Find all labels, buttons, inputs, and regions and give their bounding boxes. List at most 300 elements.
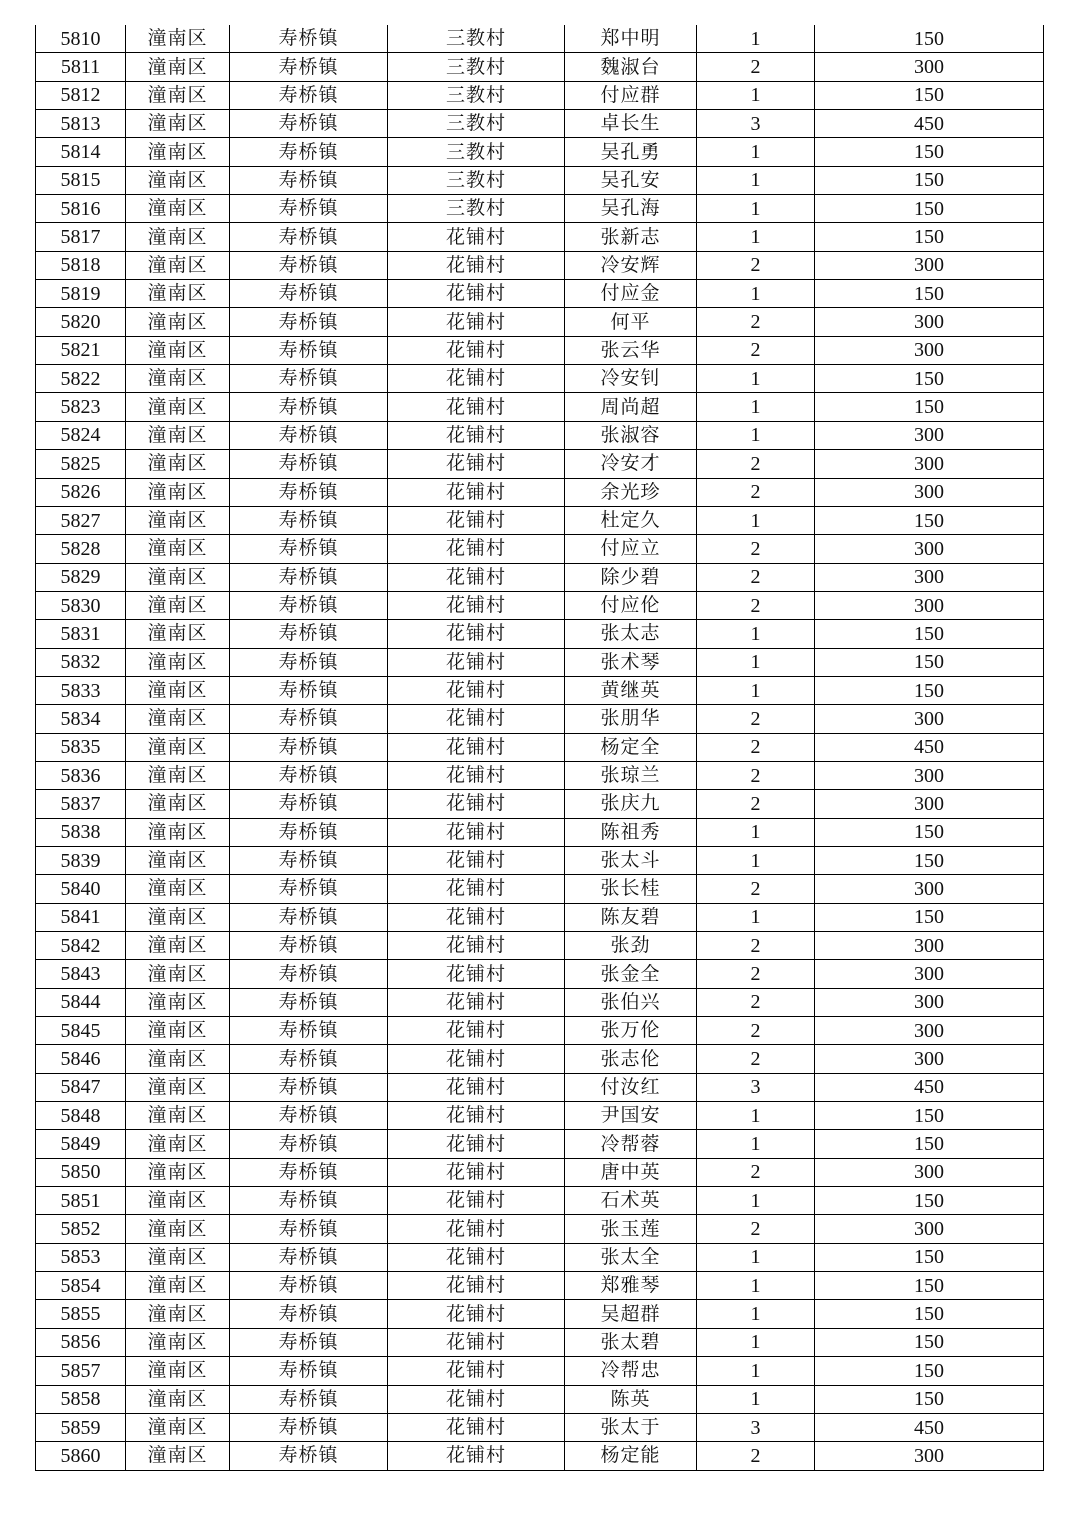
village-cell: 花铺村 — [388, 393, 565, 421]
district-cell: 潼南区 — [126, 535, 230, 563]
village-cell: 花铺村 — [388, 280, 565, 308]
row-number-cell: 5815 — [36, 166, 126, 194]
name-cell: 吴孔安 — [565, 166, 697, 194]
town-cell: 寿桥镇 — [230, 1357, 388, 1385]
district-cell: 潼南区 — [126, 1102, 230, 1130]
people-count-cell: 1 — [697, 365, 815, 393]
people-count-cell: 1 — [697, 223, 815, 251]
row-number-cell: 5822 — [36, 365, 126, 393]
row-number-cell: 5859 — [36, 1413, 126, 1441]
row-number-cell: 5821 — [36, 336, 126, 364]
table-row — [36, 1413, 1044, 1441]
village-cell: 花铺村 — [388, 450, 565, 478]
district-cell: 潼南区 — [126, 676, 230, 704]
amount-cell: 150 — [815, 1102, 1044, 1130]
district-cell: 潼南区 — [126, 110, 230, 138]
town-cell: 寿桥镇 — [230, 336, 388, 364]
amount-cell: 150 — [815, 1328, 1044, 1356]
name-cell: 尹国安 — [565, 1102, 697, 1130]
town-cell: 寿桥镇 — [230, 846, 388, 874]
table-row — [36, 563, 1044, 591]
people-count-cell: 1 — [697, 676, 815, 704]
amount-cell: 150 — [815, 1243, 1044, 1271]
town-cell: 寿桥镇 — [230, 761, 388, 789]
name-cell: 余光珍 — [565, 478, 697, 506]
name-cell: 付应群 — [565, 81, 697, 109]
name-cell: 张长桂 — [565, 875, 697, 903]
district-cell: 潼南区 — [126, 1300, 230, 1328]
village-cell: 花铺村 — [388, 648, 565, 676]
people-count-cell: 3 — [697, 1073, 815, 1101]
row-number-cell: 5837 — [36, 790, 126, 818]
district-cell: 潼南区 — [126, 1328, 230, 1356]
village-cell: 花铺村 — [388, 676, 565, 704]
table-row — [36, 223, 1044, 251]
district-cell: 潼南区 — [126, 280, 230, 308]
name-cell: 石术英 — [565, 1187, 697, 1215]
village-cell: 三教村 — [388, 138, 565, 166]
people-count-cell: 2 — [697, 563, 815, 591]
amount-cell: 150 — [815, 1187, 1044, 1215]
amount-cell: 150 — [815, 676, 1044, 704]
row-number-cell: 5842 — [36, 932, 126, 960]
table-row — [36, 761, 1044, 789]
people-count-cell: 1 — [697, 81, 815, 109]
town-cell: 寿桥镇 — [230, 365, 388, 393]
district-cell: 潼南区 — [126, 478, 230, 506]
table-row — [36, 1442, 1044, 1470]
village-cell: 花铺村 — [388, 1385, 565, 1413]
people-count-cell: 2 — [697, 960, 815, 988]
name-cell: 陈英 — [565, 1385, 697, 1413]
district-cell: 潼南区 — [126, 1017, 230, 1045]
table-row — [36, 280, 1044, 308]
town-cell: 寿桥镇 — [230, 563, 388, 591]
people-count-cell: 1 — [697, 1243, 815, 1271]
row-number-cell: 5851 — [36, 1187, 126, 1215]
district-cell: 潼南区 — [126, 648, 230, 676]
town-cell: 寿桥镇 — [230, 393, 388, 421]
row-number-cell: 5828 — [36, 535, 126, 563]
table-row — [36, 960, 1044, 988]
table-row — [36, 1385, 1044, 1413]
amount-cell: 300 — [815, 761, 1044, 789]
table-row — [36, 818, 1044, 846]
people-count-cell: 2 — [697, 1442, 815, 1470]
row-number-cell: 5836 — [36, 761, 126, 789]
district-cell: 潼南区 — [126, 1158, 230, 1186]
people-count-cell: 1 — [697, 1385, 815, 1413]
town-cell: 寿桥镇 — [230, 1442, 388, 1470]
amount-cell: 300 — [815, 1017, 1044, 1045]
amount-cell: 300 — [815, 932, 1044, 960]
district-cell: 潼南区 — [126, 733, 230, 761]
village-cell: 花铺村 — [388, 1413, 565, 1441]
people-count-cell: 1 — [697, 648, 815, 676]
amount-cell: 300 — [815, 478, 1044, 506]
village-cell: 花铺村 — [388, 336, 565, 364]
table-row — [36, 1158, 1044, 1186]
district-cell: 潼南区 — [126, 960, 230, 988]
district-cell: 潼南区 — [126, 1385, 230, 1413]
people-count-cell: 1 — [697, 421, 815, 449]
row-number-cell: 5853 — [36, 1243, 126, 1271]
amount-cell: 150 — [815, 506, 1044, 534]
people-count-cell: 2 — [697, 1215, 815, 1243]
table-row — [36, 1272, 1044, 1300]
table-row — [36, 1017, 1044, 1045]
name-cell: 黄继英 — [565, 676, 697, 704]
people-count-cell: 2 — [697, 535, 815, 563]
name-cell: 冷安钊 — [565, 365, 697, 393]
name-cell: 张太碧 — [565, 1328, 697, 1356]
village-cell: 花铺村 — [388, 988, 565, 1016]
table-row — [36, 846, 1044, 874]
table-row — [36, 1328, 1044, 1356]
name-cell: 何平 — [565, 308, 697, 336]
district-cell: 潼南区 — [126, 988, 230, 1016]
row-number-cell: 5813 — [36, 110, 126, 138]
people-count-cell: 1 — [697, 818, 815, 846]
town-cell: 寿桥镇 — [230, 1073, 388, 1101]
village-cell: 花铺村 — [388, 1017, 565, 1045]
amount-cell: 300 — [815, 336, 1044, 364]
table-row — [36, 450, 1044, 478]
amount-cell: 300 — [815, 450, 1044, 478]
town-cell: 寿桥镇 — [230, 308, 388, 336]
amount-cell: 300 — [815, 1442, 1044, 1470]
town-cell: 寿桥镇 — [230, 138, 388, 166]
amount-cell: 150 — [815, 1385, 1044, 1413]
district-cell: 潼南区 — [126, 223, 230, 251]
row-number-cell: 5844 — [36, 988, 126, 1016]
name-cell: 魏淑台 — [565, 53, 697, 81]
village-cell: 花铺村 — [388, 1328, 565, 1356]
people-count-cell: 2 — [697, 1158, 815, 1186]
town-cell: 寿桥镇 — [230, 450, 388, 478]
town-cell: 寿桥镇 — [230, 25, 388, 53]
row-number-cell: 5810 — [36, 25, 126, 53]
district-cell: 潼南区 — [126, 1243, 230, 1271]
amount-cell: 300 — [815, 988, 1044, 1016]
row-number-cell: 5827 — [36, 506, 126, 534]
district-cell: 潼南区 — [126, 591, 230, 619]
town-cell: 寿桥镇 — [230, 818, 388, 846]
row-number-cell: 5838 — [36, 818, 126, 846]
name-cell: 张庆九 — [565, 790, 697, 818]
town-cell: 寿桥镇 — [230, 535, 388, 563]
amount-cell: 300 — [815, 421, 1044, 449]
town-cell: 寿桥镇 — [230, 195, 388, 223]
table-row — [36, 1187, 1044, 1215]
people-count-cell: 1 — [697, 280, 815, 308]
table-row — [36, 875, 1044, 903]
name-cell: 冷安才 — [565, 450, 697, 478]
amount-cell: 150 — [815, 365, 1044, 393]
district-cell: 潼南区 — [126, 421, 230, 449]
row-number-cell: 5841 — [36, 903, 126, 931]
village-cell: 花铺村 — [388, 1102, 565, 1130]
amount-cell: 300 — [815, 875, 1044, 903]
amount-cell: 150 — [815, 1130, 1044, 1158]
village-cell: 花铺村 — [388, 1130, 565, 1158]
district-cell: 潼南区 — [126, 1187, 230, 1215]
row-number-cell: 5819 — [36, 280, 126, 308]
name-cell: 张琼兰 — [565, 761, 697, 789]
name-cell: 陈友碧 — [565, 903, 697, 931]
district-cell: 潼南区 — [126, 81, 230, 109]
table-row — [36, 1130, 1044, 1158]
people-count-cell: 2 — [697, 1045, 815, 1073]
row-number-cell: 5835 — [36, 733, 126, 761]
village-cell: 花铺村 — [388, 1215, 565, 1243]
table-row — [36, 308, 1044, 336]
town-cell: 寿桥镇 — [230, 1328, 388, 1356]
name-cell: 张淑容 — [565, 421, 697, 449]
people-count-cell: 2 — [697, 790, 815, 818]
name-cell: 张志伦 — [565, 1045, 697, 1073]
row-number-cell: 5812 — [36, 81, 126, 109]
village-cell: 花铺村 — [388, 223, 565, 251]
table-row — [36, 591, 1044, 619]
village-cell: 花铺村 — [388, 875, 565, 903]
table-row — [36, 506, 1044, 534]
village-cell: 花铺村 — [388, 365, 565, 393]
town-cell: 寿桥镇 — [230, 223, 388, 251]
district-cell: 潼南区 — [126, 761, 230, 789]
amount-cell: 150 — [815, 846, 1044, 874]
village-cell: 花铺村 — [388, 1300, 565, 1328]
amount-cell: 150 — [815, 648, 1044, 676]
amount-cell: 150 — [815, 903, 1044, 931]
village-cell: 花铺村 — [388, 733, 565, 761]
row-number-cell: 5824 — [36, 421, 126, 449]
town-cell: 寿桥镇 — [230, 478, 388, 506]
people-count-cell: 1 — [697, 195, 815, 223]
town-cell: 寿桥镇 — [230, 421, 388, 449]
village-cell: 花铺村 — [388, 591, 565, 619]
name-cell: 冷帮蓉 — [565, 1130, 697, 1158]
town-cell: 寿桥镇 — [230, 1158, 388, 1186]
village-cell: 花铺村 — [388, 790, 565, 818]
people-count-cell: 1 — [697, 506, 815, 534]
people-count-cell: 1 — [697, 166, 815, 194]
people-count-cell: 1 — [697, 620, 815, 648]
people-count-cell: 2 — [697, 761, 815, 789]
table-row — [36, 110, 1044, 138]
amount-cell: 300 — [815, 1158, 1044, 1186]
row-number-cell: 5850 — [36, 1158, 126, 1186]
row-number-cell: 5816 — [36, 195, 126, 223]
name-cell: 张云华 — [565, 336, 697, 364]
village-cell: 花铺村 — [388, 705, 565, 733]
table-row — [36, 733, 1044, 761]
row-number-cell: 5856 — [36, 1328, 126, 1356]
village-cell: 三教村 — [388, 166, 565, 194]
village-cell: 花铺村 — [388, 421, 565, 449]
people-count-cell: 2 — [697, 705, 815, 733]
district-cell: 潼南区 — [126, 1442, 230, 1470]
district-cell: 潼南区 — [126, 506, 230, 534]
table-row — [36, 1073, 1044, 1101]
people-count-cell: 1 — [697, 1102, 815, 1130]
amount-cell: 300 — [815, 535, 1044, 563]
town-cell: 寿桥镇 — [230, 53, 388, 81]
table-row — [36, 195, 1044, 223]
name-cell: 付应立 — [565, 535, 697, 563]
row-number-cell: 5860 — [36, 1442, 126, 1470]
village-cell: 花铺村 — [388, 960, 565, 988]
district-cell: 潼南区 — [126, 166, 230, 194]
table-row — [36, 705, 1044, 733]
town-cell: 寿桥镇 — [230, 251, 388, 279]
row-number-cell: 5854 — [36, 1272, 126, 1300]
people-count-cell: 2 — [697, 478, 815, 506]
table-row — [36, 53, 1044, 81]
table-row — [36, 138, 1044, 166]
town-cell: 寿桥镇 — [230, 960, 388, 988]
table-row — [36, 421, 1044, 449]
people-count-cell: 2 — [697, 733, 815, 761]
district-cell: 潼南区 — [126, 308, 230, 336]
village-cell: 花铺村 — [388, 1158, 565, 1186]
name-cell: 付汝红 — [565, 1073, 697, 1101]
name-cell: 张金全 — [565, 960, 697, 988]
name-cell: 周尚超 — [565, 393, 697, 421]
people-count-cell: 2 — [697, 932, 815, 960]
row-number-cell: 5847 — [36, 1073, 126, 1101]
village-cell: 花铺村 — [388, 1442, 565, 1470]
table-row — [36, 393, 1044, 421]
people-count-cell: 1 — [697, 1357, 815, 1385]
village-cell: 花铺村 — [388, 308, 565, 336]
amount-cell: 300 — [815, 1045, 1044, 1073]
row-number-cell: 5829 — [36, 563, 126, 591]
town-cell: 寿桥镇 — [230, 591, 388, 619]
row-number-cell: 5830 — [36, 591, 126, 619]
row-number-cell: 5843 — [36, 960, 126, 988]
people-count-cell: 3 — [697, 110, 815, 138]
town-cell: 寿桥镇 — [230, 1102, 388, 1130]
village-cell: 三教村 — [388, 25, 565, 53]
town-cell: 寿桥镇 — [230, 1130, 388, 1158]
name-cell: 张新志 — [565, 223, 697, 251]
table-row — [36, 988, 1044, 1016]
district-cell: 潼南区 — [126, 1357, 230, 1385]
amount-cell: 300 — [815, 308, 1044, 336]
village-cell: 花铺村 — [388, 1357, 565, 1385]
town-cell: 寿桥镇 — [230, 733, 388, 761]
town-cell: 寿桥镇 — [230, 903, 388, 931]
table-row — [36, 1102, 1044, 1130]
row-number-cell: 5833 — [36, 676, 126, 704]
name-cell: 冷安辉 — [565, 251, 697, 279]
row-number-cell: 5823 — [36, 393, 126, 421]
amount-cell: 150 — [815, 166, 1044, 194]
row-number-cell: 5814 — [36, 138, 126, 166]
town-cell: 寿桥镇 — [230, 1243, 388, 1271]
amount-cell: 150 — [815, 620, 1044, 648]
town-cell: 寿桥镇 — [230, 1385, 388, 1413]
town-cell: 寿桥镇 — [230, 1413, 388, 1441]
town-cell: 寿桥镇 — [230, 648, 388, 676]
people-count-cell: 2 — [697, 1017, 815, 1045]
amount-cell: 300 — [815, 960, 1044, 988]
village-cell: 花铺村 — [388, 846, 565, 874]
district-cell: 潼南区 — [126, 138, 230, 166]
village-cell: 花铺村 — [388, 478, 565, 506]
amount-cell: 150 — [815, 195, 1044, 223]
village-cell: 花铺村 — [388, 251, 565, 279]
amount-cell: 150 — [815, 25, 1044, 53]
town-cell: 寿桥镇 — [230, 506, 388, 534]
town-cell: 寿桥镇 — [230, 1300, 388, 1328]
people-count-cell: 1 — [697, 25, 815, 53]
district-cell: 潼南区 — [126, 365, 230, 393]
table-row — [36, 648, 1044, 676]
district-cell: 潼南区 — [126, 1272, 230, 1300]
amount-cell: 150 — [815, 818, 1044, 846]
table-row — [36, 932, 1044, 960]
row-number-cell: 5817 — [36, 223, 126, 251]
village-cell: 花铺村 — [388, 818, 565, 846]
name-cell: 吴超群 — [565, 1300, 697, 1328]
name-cell: 张伯兴 — [565, 988, 697, 1016]
name-cell: 吴孔勇 — [565, 138, 697, 166]
row-number-cell: 5832 — [36, 648, 126, 676]
people-count-cell: 2 — [697, 336, 815, 364]
town-cell: 寿桥镇 — [230, 1017, 388, 1045]
row-number-cell: 5852 — [36, 1215, 126, 1243]
row-number-cell: 5820 — [36, 308, 126, 336]
village-cell: 三教村 — [388, 110, 565, 138]
district-cell: 潼南区 — [126, 818, 230, 846]
people-count-cell: 2 — [697, 591, 815, 619]
people-count-cell: 2 — [697, 308, 815, 336]
district-cell: 潼南区 — [126, 846, 230, 874]
name-cell: 冷帮忠 — [565, 1357, 697, 1385]
row-number-cell: 5825 — [36, 450, 126, 478]
town-cell: 寿桥镇 — [230, 1272, 388, 1300]
district-cell: 潼南区 — [126, 1130, 230, 1158]
row-number-cell: 5857 — [36, 1357, 126, 1385]
town-cell: 寿桥镇 — [230, 676, 388, 704]
amount-cell: 300 — [815, 591, 1044, 619]
table-row — [36, 620, 1044, 648]
people-count-cell: 3 — [697, 1413, 815, 1441]
district-cell: 潼南区 — [126, 620, 230, 648]
town-cell: 寿桥镇 — [230, 166, 388, 194]
amount-cell: 450 — [815, 110, 1044, 138]
name-cell: 张太于 — [565, 1413, 697, 1441]
amount-cell: 150 — [815, 81, 1044, 109]
name-cell: 杨定全 — [565, 733, 697, 761]
row-number-cell: 5818 — [36, 251, 126, 279]
amount-cell: 150 — [815, 1300, 1044, 1328]
village-cell: 花铺村 — [388, 506, 565, 534]
town-cell: 寿桥镇 — [230, 1045, 388, 1073]
table-row — [36, 1357, 1044, 1385]
town-cell: 寿桥镇 — [230, 988, 388, 1016]
village-cell: 三教村 — [388, 53, 565, 81]
name-cell: 张劲 — [565, 932, 697, 960]
amount-cell: 300 — [815, 563, 1044, 591]
people-count-cell: 1 — [697, 393, 815, 421]
name-cell: 除少碧 — [565, 563, 697, 591]
district-cell: 潼南区 — [126, 53, 230, 81]
village-cell: 花铺村 — [388, 563, 565, 591]
people-count-cell: 2 — [697, 450, 815, 478]
